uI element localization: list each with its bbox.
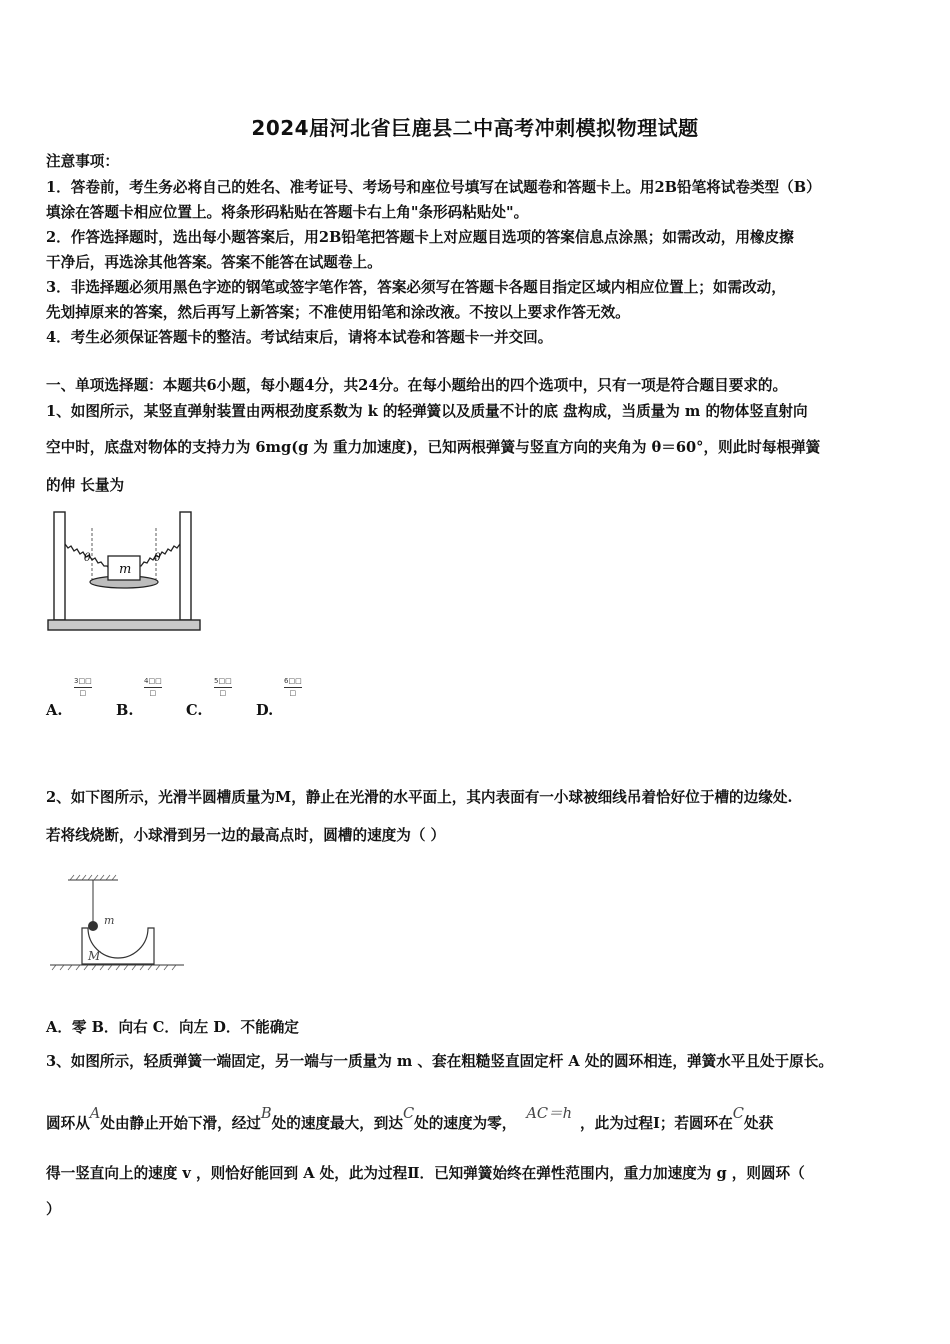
q1-angle-label: θ <box>84 551 91 564</box>
fraction-denominator: □ <box>79 689 87 697</box>
q2-text-line2: 若将线烧断，小球滑到另一边的最高点时，圆槽的速度为（ ） <box>46 827 446 844</box>
notice-line: 2．作答选择题时，选出每小题答案后，用2B铅笔把答题卡上对应题目选项的答案信息点涂黑；如需改动，用橡皮擦 <box>46 229 794 246</box>
q1-text-line3: 的伸 长量为 <box>46 477 125 494</box>
q2-semicircle-groove-figure <box>44 872 190 974</box>
q3-text-line3: 得一竖直向上的速度 v ，则恰好能回到 A 处，此为过程Ⅱ．已知弹簧始终在弹性范围内，重力加速度为 g ，则圆环（ <box>46 1165 805 1182</box>
notice-line: 1．答卷前，考生务必将自己的姓名、准考证号、考场号和座位号填写在试题卷和答题卡上。用2B铅笔将试卷类型（B） <box>46 179 821 196</box>
math-symbol: C <box>732 1105 744 1122</box>
math-symbol: C <box>402 1105 415 1122</box>
text-segment: 处的速度最大，到达 <box>271 1115 403 1132</box>
q2-options[interactable]: A．零 B．向右 C．向左 D．不能确定 <box>46 1019 299 1036</box>
q1-mass-label: m <box>119 562 132 577</box>
section-heading: 一、单项选择题：本题共6小题，每小题4分，共24分。在每小题给出的四个选项中，只有一项是符合题目要求的。 <box>46 377 788 394</box>
q1-option-d-fraction <box>284 677 302 698</box>
q3-text-line4: ） <box>46 1201 61 1218</box>
q1-option-c-letter[interactable]: C. <box>186 702 203 719</box>
math-symbol: A <box>89 1105 101 1122</box>
q1-option-d-letter[interactable]: D. <box>256 702 274 719</box>
text-segment: 圆环从 <box>46 1115 90 1132</box>
notice-heading: 注意事项： <box>46 153 119 170</box>
text-segment: ，此为过程Ⅰ；若圆环在 <box>580 1115 733 1132</box>
q1-angle-label: θ <box>154 551 161 564</box>
notice-line: 3．非选择题必须用黑色字迹的钢笔或签字笔作答，答案必须写在答题卡各题目指定区域内相应位置上；如需改动， <box>46 279 786 296</box>
notice-line: 填涂在答题卡相应位置上。将条形码粘贴在答题卡右上角"条形码粘贴处"。 <box>46 204 529 221</box>
q1-option-c-fraction <box>214 677 232 698</box>
text-segment: 处由静止开始下滑，经过 <box>100 1115 261 1132</box>
exam-title: 2024届河北省巨鹿县二中高考冲刺模拟物理试题 <box>251 116 699 140</box>
q3-text-line1: 3、如图所示，轻质弹簧一端固定，另一端与一质量为 m 、套在粗糙竖直固定杆 A 处的圆环相连，弹簧水平且处于原长。 <box>46 1053 833 1070</box>
fraction-numerator: 5□□ <box>214 677 232 685</box>
fraction-numerator: 3□□ <box>74 677 92 685</box>
math-symbol: B <box>260 1105 272 1122</box>
fraction-denominator: □ <box>219 689 227 697</box>
q1-spring-launcher-figure <box>44 508 206 636</box>
q3-text-line2 <box>46 1105 774 1134</box>
q1-text-line1: 1、如图所示，某竖直弹射装置由两根劲度系数为 k 的轻弹簧以及质量不计的底 盘构成，当质量为 m 的物体竖直射向 <box>46 403 808 420</box>
q1-option-a-fraction <box>74 677 92 698</box>
math-expression: AC＝h <box>526 1105 573 1122</box>
fraction-numerator: 6□□ <box>284 677 302 685</box>
fraction-denominator: □ <box>149 689 157 697</box>
notice-line: 干净后，再选涂其他答案。答案不能答在试题卷上。 <box>46 254 382 271</box>
q2-ball-label: m <box>104 914 115 927</box>
q1-option-a-letter[interactable]: A. <box>46 702 63 719</box>
q1-option-b-fraction <box>144 677 162 698</box>
text-segment: 处的速度为零， <box>414 1115 517 1132</box>
q1-text-line2: 空中时，底盘对物体的支持力为 6mg(g 为 重力加速度)，已知两根弹簧与竖直方向的夹角为 θ＝60°，则此时每根弹簧 <box>46 439 821 456</box>
notice-line: 4．考生必须保证答题卡的整洁。考试结束后，请将本试卷和答题卡一并交回。 <box>46 329 553 346</box>
fraction-numerator: 4□□ <box>144 677 162 685</box>
q2-groove-label: M <box>88 949 101 963</box>
notice-line: 先划掉原来的答案，然后再写上新答案；不准使用铅笔和涂改液。不按以上要求作答无效。 <box>46 304 630 321</box>
text-segment: 处获 <box>743 1115 774 1132</box>
q1-option-b-letter[interactable]: B. <box>116 702 134 719</box>
q2-text-line1: 2、如下图所示，光滑半圆槽质量为M，静止在光滑的水平面上，其内表面有一小球被细线吊着恰好位于槽的边缘处. <box>46 789 793 806</box>
fraction-denominator: □ <box>289 689 297 697</box>
